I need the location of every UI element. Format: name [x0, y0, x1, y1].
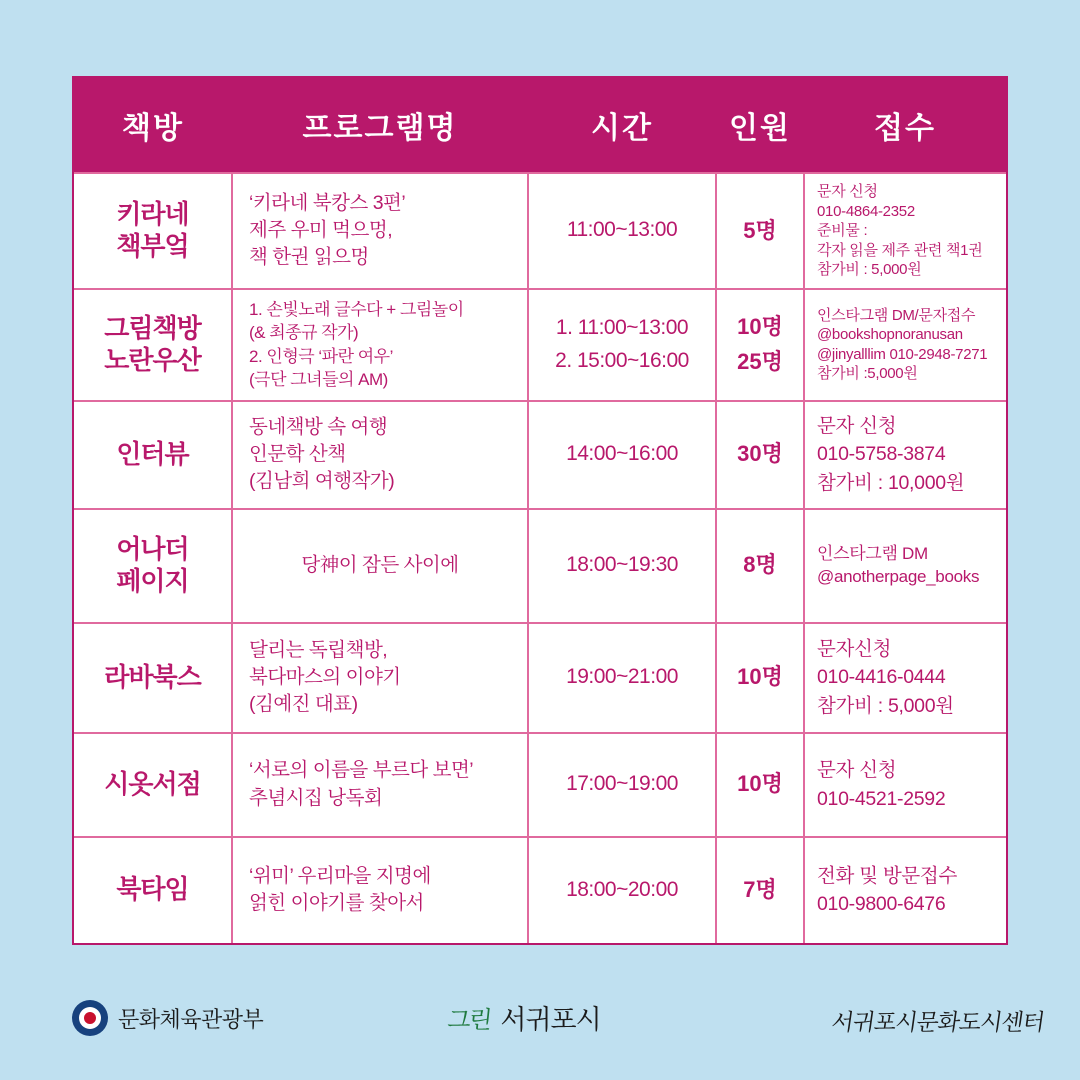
capacity-line: 8명	[743, 552, 777, 578]
application-line: 010-5758-3874	[817, 443, 946, 466]
program-line: ‘위미’ 우리마을 지명에	[249, 864, 431, 887]
cell-capacity	[716, 837, 804, 943]
bookshop-line: 북타임	[116, 874, 189, 905]
cell-capacity	[716, 623, 804, 733]
cell-bookshop	[74, 173, 232, 289]
cell-program	[232, 509, 528, 623]
seogwipo-label: 서귀포시	[500, 1005, 601, 1035]
column-header-bookshop: 책방	[74, 78, 232, 173]
bookshop-line: 노란우산	[104, 344, 201, 375]
cell-application	[804, 623, 1006, 733]
application-line: 010-9800-6476	[817, 893, 946, 915]
bookshop-line: 책부엌	[116, 230, 189, 261]
program-line: 추념시집 낭독회	[249, 786, 383, 809]
cell-time	[528, 173, 716, 289]
time-line: 19:00~21:00	[566, 665, 678, 689]
application-line: 준비물 :	[817, 222, 868, 239]
cell-bookshop	[74, 733, 232, 837]
program-line: 당神이 잠든 사이에	[301, 553, 459, 576]
cell-program	[232, 173, 528, 289]
application-line: @jinyalllim 010-2948-7271	[817, 345, 988, 363]
table-row	[74, 733, 1006, 837]
cell-bookshop	[74, 401, 232, 509]
program-line: (& 최종규 작가)	[249, 323, 359, 343]
time-line: 2. 15:00~16:00	[555, 348, 689, 372]
cell-program	[232, 623, 528, 733]
program-line: 1. 손빛노래 글수다 + 그림놀이	[249, 299, 464, 319]
bookshop-line: 인터뷰	[116, 438, 189, 469]
cell-time	[528, 401, 716, 509]
cell-capacity	[716, 173, 804, 289]
logo-seogwipo-city	[448, 998, 601, 1037]
column-header-program: 프로그램명	[232, 78, 528, 173]
cell-bookshop	[74, 623, 232, 733]
application-line: 참가비 : 5,000원	[817, 694, 954, 717]
bookshop-line: 라바북스	[104, 661, 201, 692]
program-line: 북다마스의 이야기	[249, 665, 401, 688]
application-line: 참가비 :5,000원	[817, 365, 918, 382]
cell-time	[528, 289, 716, 401]
program-line: ‘키라네 북캉스 3편’	[249, 191, 406, 214]
application-line: 참가비 : 5,000원	[817, 261, 922, 278]
column-header-capacity: 인원	[716, 78, 804, 173]
program-line: (극단 그녀들의 AM)	[249, 369, 388, 389]
table-row	[74, 289, 1006, 401]
cell-program	[232, 401, 528, 509]
cell-capacity	[716, 509, 804, 623]
cell-time	[528, 837, 716, 943]
table-row	[74, 173, 1006, 289]
cell-time	[528, 733, 716, 837]
table-row	[74, 509, 1006, 623]
cell-program	[232, 289, 528, 401]
cell-program	[232, 837, 528, 943]
program-line: 책 한권 읽으멍	[249, 246, 369, 269]
application-line: 010-4416-0444	[817, 666, 946, 689]
program-line: 얽힌 이야기를 찾아서	[249, 892, 424, 914]
application-line: 문자 신청	[817, 183, 878, 200]
application-line: @bookshopnoranusan	[817, 326, 963, 343]
table-row	[74, 837, 1006, 943]
application-line: 문자 신청	[817, 759, 897, 782]
cell-program	[232, 733, 528, 837]
program-line: ‘서로의 이름을 부르다 보면’	[249, 759, 474, 782]
time-line: 14:00~16:00	[566, 442, 678, 466]
capacity-line: 5명	[743, 217, 777, 243]
time-line: 18:00~20:00	[566, 877, 678, 901]
time-line: 11:00~13:00	[566, 218, 678, 242]
application-line: @anotherpage_books	[817, 566, 980, 586]
table-row	[74, 401, 1006, 509]
program-line: 인문학 산책	[249, 442, 346, 465]
cell-time	[528, 623, 716, 733]
capacity-line: 7명	[743, 876, 777, 902]
cell-application	[804, 733, 1006, 837]
cell-application	[804, 289, 1006, 401]
capacity-line: 10명	[737, 771, 783, 797]
cell-application	[804, 837, 1006, 943]
schedule-table-container	[72, 76, 1008, 945]
application-line: 인스타그램 DM/문자접수	[817, 306, 976, 324]
application-line: 문자신청	[817, 638, 892, 661]
ministry-label: 문화체육관광부	[118, 1006, 264, 1032]
bookshop-line: 시옷서점	[104, 768, 201, 799]
capacity-line: 10명	[737, 314, 783, 340]
taegeuk-circle-icon	[72, 1000, 108, 1036]
bookshop-line: 어나더	[116, 533, 189, 564]
application-line: 문자 신청	[817, 415, 897, 438]
column-header-application: 접수	[804, 78, 1006, 173]
program-line: 2. 인형극 ‘파란 여우’	[249, 346, 393, 366]
time-line: 1. 11:00~13:00	[555, 315, 689, 339]
program-line: 동네책방 속 여행	[249, 415, 388, 438]
table-row	[74, 623, 1006, 733]
program-line: (김남희 여행작가)	[249, 470, 395, 493]
table-header	[74, 78, 1006, 173]
cell-bookshop	[74, 289, 232, 401]
cell-capacity	[716, 289, 804, 401]
application-line: 참가비 : 10,000원	[817, 471, 965, 494]
cell-capacity	[716, 401, 804, 509]
column-header-time: 시간	[528, 78, 716, 173]
footer-logos	[0, 994, 1080, 1054]
bookshop-line: 페이지	[116, 565, 189, 596]
capacity-line: 10명	[737, 664, 783, 690]
application-line: 전화 및 방문접수	[817, 864, 957, 887]
time-line: 17:00~19:00	[566, 772, 678, 796]
application-line: 각자 읽을 제주 관련 책1권	[817, 241, 983, 259]
bookshop-line: 그림책방	[104, 312, 201, 343]
application-line: 인스타그램 DM	[817, 543, 928, 563]
program-line: 달리는 독립책방,	[249, 638, 388, 661]
capacity-line: 25명	[737, 348, 783, 374]
schedule-table	[74, 78, 1006, 943]
capacity-line: 30명	[737, 441, 783, 467]
cell-bookshop	[74, 837, 232, 943]
bookshop-line: 키라네	[116, 199, 189, 230]
table-body	[74, 173, 1006, 943]
program-line: (김예진 대표)	[249, 693, 358, 716]
culture-center-label: 서귀포시문화도시센터	[829, 1010, 1046, 1036]
cell-capacity	[716, 733, 804, 837]
program-line: 제주 우미 먹으멍,	[249, 219, 393, 242]
cell-application	[804, 401, 1006, 509]
application-line: 010-4864-2352	[817, 202, 915, 220]
cell-time	[528, 509, 716, 623]
cell-application	[804, 509, 1006, 623]
application-line: 010-4521-2592	[817, 787, 946, 810]
cell-bookshop	[74, 509, 232, 623]
cell-application	[804, 173, 1006, 289]
logo-seogwipo-culture-city-center	[829, 1004, 1046, 1037]
logo-ministry-culture-sports-tourism	[72, 1000, 263, 1036]
seogwipo-brand-mark: 그린	[446, 1006, 492, 1034]
table-header-row	[74, 78, 1006, 173]
time-line: 18:00~19:30	[566, 553, 678, 577]
